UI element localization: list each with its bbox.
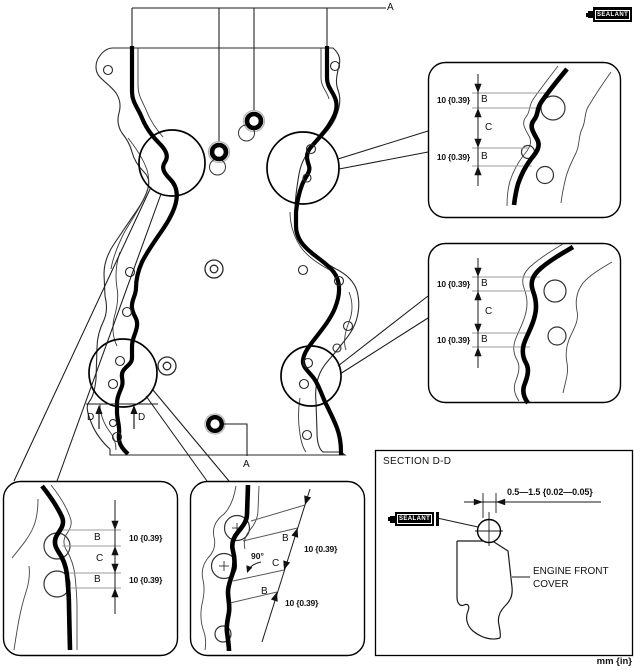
bm-angle-label: 90°	[251, 551, 264, 561]
mr-bead-width-top: 10 {0.39}	[436, 279, 470, 289]
mr-c-label: C	[485, 306, 493, 317]
sealant-tube-icon	[586, 7, 634, 22]
squeeze-out-dimension: 0.5—1.5 {0.02—0.05}	[507, 487, 593, 497]
section-dd-box	[376, 451, 633, 656]
bl-b-top-label: B	[94, 532, 101, 543]
callout-a-bottom-line	[224, 424, 247, 456]
tr-b-bottom-label: B	[481, 151, 488, 162]
callout-a-bottom-label: A	[243, 459, 250, 470]
mr-bead-width-bottom: 10 {0.39}	[436, 335, 470, 345]
inset-top-right	[429, 63, 621, 218]
section-d-right-label: D	[138, 412, 146, 423]
sealant-badge-label: SEALANT	[597, 11, 629, 18]
bm-b-top-label: B	[282, 533, 289, 544]
bm-c-label: C	[272, 558, 280, 569]
tr-bead-width-top: 10 {0.39}	[436, 95, 470, 105]
sealant-badge-label-section: SEALANT	[399, 516, 431, 522]
section-d-left-label: D	[87, 412, 95, 423]
engine-front-cover-label: ENGINE FRONT COVER	[533, 566, 609, 590]
bm-b-bottom-label: B	[261, 586, 268, 597]
bl-bead-width-bottom: 10 {0.39}	[129, 575, 163, 585]
bm-bead-width-top: 10 {0.39}	[304, 544, 338, 554]
tr-c-label: C	[485, 122, 493, 133]
bl-b-bottom-label: B	[94, 574, 101, 585]
section-dd-title: SECTION D-D	[383, 456, 452, 467]
inset-mid-right	[429, 244, 621, 404]
sealant-tube-cap	[436, 512, 439, 526]
mr-b-top-label: B	[481, 278, 488, 289]
inset-bottom-left	[4, 482, 178, 656]
callout-a-top-label: A	[387, 2, 394, 13]
tr-b-top-label: B	[481, 94, 488, 105]
bl-bead-width-top: 10 {0.39}	[129, 533, 163, 543]
units-note: mm {in}	[596, 656, 632, 667]
bm-bead-width-bottom: 10 {0.39}	[285, 598, 319, 608]
mr-b-bottom-label: B	[481, 334, 488, 345]
sealant-tube-icon-section	[388, 512, 439, 526]
bl-c-label: C	[96, 553, 104, 564]
tr-bead-width-bottom: 10 {0.39}	[436, 152, 470, 162]
cover-outline	[87, 48, 358, 455]
sealant-bead-left	[117, 46, 177, 454]
